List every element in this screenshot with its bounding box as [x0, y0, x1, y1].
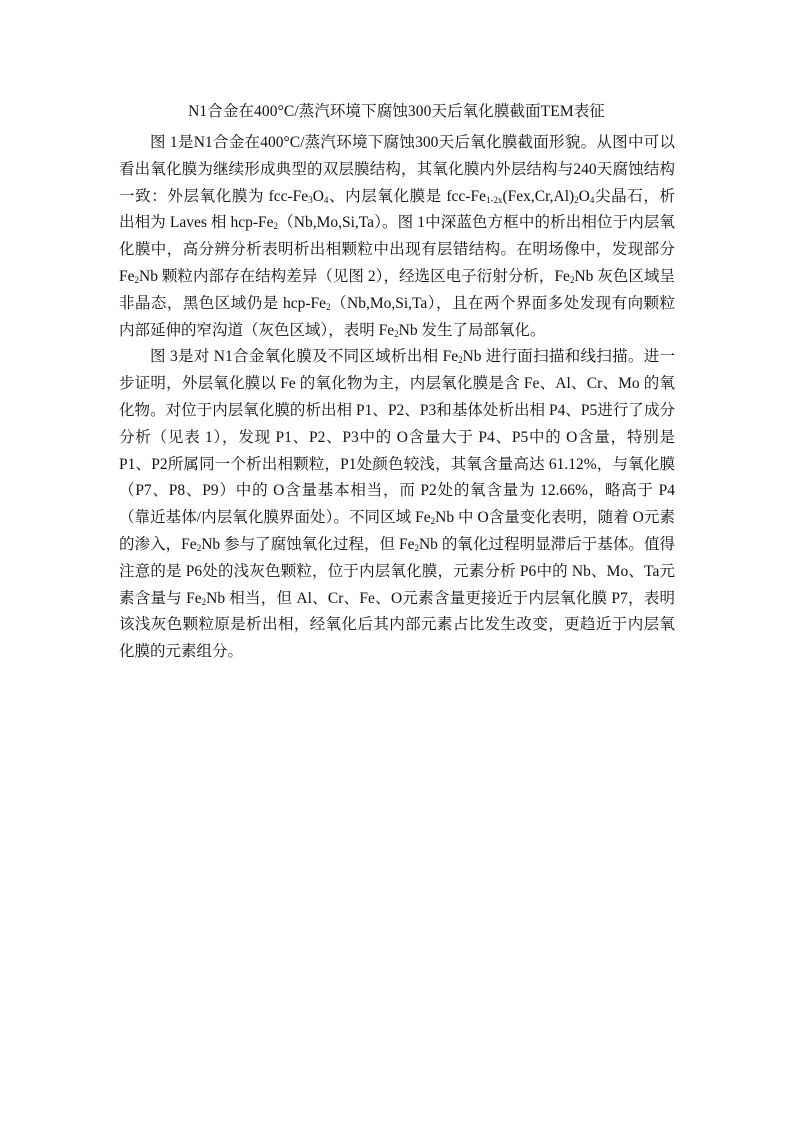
paragraph: [119, 344, 675, 666]
text-run: Nb 颗粒内部存在结构差异（见图 2），经选区电子衍射分析，Fe: [139, 267, 570, 285]
subscript-run: 4: [589, 194, 595, 205]
text-run: 图 3是对 N1合金氧化膜及不同区域析出相 Fe: [150, 348, 459, 366]
subscript-run: 2: [134, 274, 139, 285]
text-run: O: [312, 187, 324, 205]
text-run: (Fex,Cr,Al): [502, 187, 575, 205]
subscript-run: 1-2x: [485, 194, 503, 205]
text-run: Nb 中 O含量变化表明，随着 O元素的渗入，Fe: [119, 509, 675, 553]
text-run: 图 1是N1合金在400°C/蒸汽环境下腐蚀300天后氧化膜截面形貌。从图中可以看出氧化膜为继续形成典型的双层膜结构，其氧化膜内外层结构与240天腐蚀结构一致：外层氧化膜为 fcc-Fe: [119, 134, 675, 205]
text-run: Nb 参与了腐蚀氧化过程，但 Fe: [201, 535, 415, 553]
subscript-run: 2: [196, 542, 202, 553]
text-run: Nb 的氧化过程明显滞后于基体。值得注意的是 P6处的浅灰色颗粒，位于内层氧化膜，元素分析 P6中的 Nb、Mo、Ta元素含量与 Fe: [119, 535, 675, 607]
text-run: O: [578, 187, 590, 205]
subscript-run: 4: [323, 194, 329, 205]
subscript-run: 2: [458, 355, 463, 366]
text-run: 、内层氧化膜是 fcc-Fe: [328, 187, 486, 205]
subscript-run: 2: [569, 274, 575, 285]
subscript-run: 2: [414, 542, 419, 553]
text-run: （Nb,Mo,Si,Ta），且在两个界面多处发现有向颗粒内部延伸的窄沟道（灰色区域），表明 Fe: [119, 294, 676, 339]
text-run: Nb 灰色区域呈非晶态，黑色区域仍是 hcp-Fe: [119, 267, 675, 312]
text-run: （Nb,Mo,Si,Ta）。图 1中深蓝色方框中的析出相位于内层氧化膜中，高分辨分析表明析出相颗粒中出现有层错结构。在明场像中，发现部分 Fe: [119, 214, 675, 285]
subscript-run: 3: [308, 194, 313, 205]
paragraph: [119, 130, 675, 344]
subscript-run: 2: [273, 221, 279, 232]
subscript-run: 2: [574, 194, 579, 205]
subscript-run: 2: [326, 301, 331, 312]
subscript-run: 2: [201, 596, 207, 607]
subscript-run: 2: [394, 328, 399, 339]
document-body: [119, 130, 675, 666]
document-title: N1合金在400°C/蒸汽环境下腐蚀300天后氧化膜截面TEM表征: [188, 103, 605, 120]
subscript-run: 2: [430, 516, 436, 527]
text-run: Nb 发生了局部氧化。: [398, 321, 546, 339]
text-run: 尖晶石，析出相为 Laves 相 hcp-Fe: [119, 187, 675, 232]
text-run: Nb 相当，但 Al、Cr、Fe、O元素含量更接近于内层氧化膜 P7，表明该浅灰色颗粒原是析出相，经氧化后其内部元素占比发生改变，更趋近于内层氧化膜的元素组分。: [119, 589, 675, 661]
text-run: Nb 进行面扫描和线扫描。进一步证明，外层氧化膜以 Fe 的氧化物为主，内层氧化膜是含 Fe、Al、Cr、Mo 的氧化物。对位于内层氧化膜的析出相 P1、P2、P3和基体处析出相 P4、P5进行了成分分析（见表 1），发现 P1、P2、P3中的 O含量大于 P4、P5中的 O含量，特别是 P1、P2所属同一个析出相颗粒，P1处颜色较浅，其氧含量高达 61.12%，与氧化膜（P7、P8、P9）中的 O含量基本相当，而 P2处的氧含量为 12.66%，略高于 P4（靠近基体/内层氧化膜界面处）。不同区域 Fe: [119, 348, 675, 527]
